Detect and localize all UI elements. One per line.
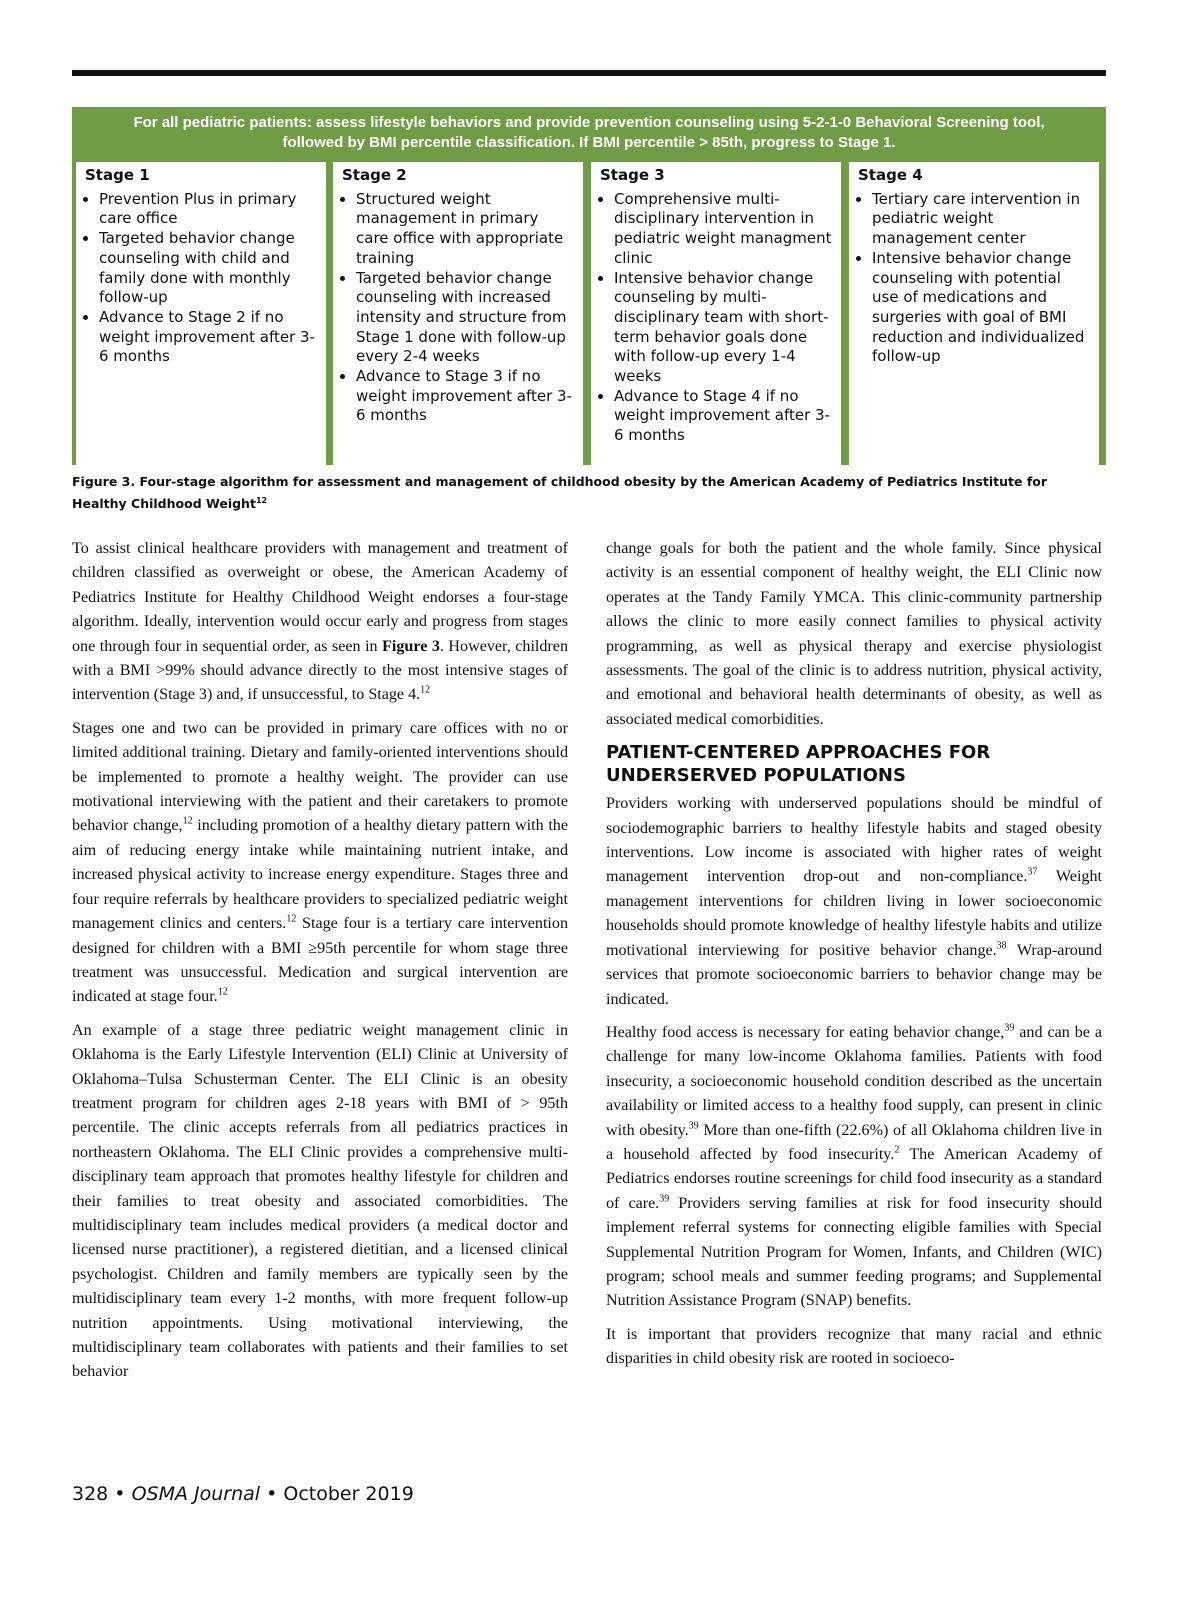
stage-item: • Targeted behavior change counseling with increased intensity and structure from Stage 1 done with follow-up every 2-4 weeks (356, 269, 575, 368)
text-run: and can be a challenge for many low-income Oklahoma families. Patients with food insecurity, a socioeconomic household condition described as the uncertain availability or limited access to a healthy food supply, can present in clinic with obesity. (606, 1023, 1102, 1139)
stage-3-box (591, 162, 841, 488)
paragraph (606, 1021, 1102, 1314)
citation: 12 (286, 913, 297, 925)
caption-text: Figure 3. Four-stage algorithm for assessment and management of childhood obesity by the American Academy of Pediatrics Institute for Healthy Childhood Weight (72, 474, 1048, 512)
stage-1-box (76, 162, 326, 488)
top-rule (72, 70, 1106, 76)
paragraph (72, 537, 568, 708)
paragraph (72, 717, 568, 1010)
page-footer (72, 1483, 414, 1505)
figure-header-line-1: For all pediatric patients: assess lifestyle behaviors and provide prevention counseling using 5-2-1-0 Behavioral Screening tool, (133, 114, 1045, 131)
citation: 39 (659, 1193, 670, 1205)
stage-item: • Advance to Stage 4 if no weight improvement after 3-6 months (614, 387, 833, 446)
text-run: More than one-fifth (22.6%) of all Oklahoma children live in a household affected by food insecurity. (606, 1121, 1102, 1163)
stage-item: • Prevention Plus in primary care office (99, 190, 318, 229)
issue-date: October 2019 (283, 1483, 414, 1505)
figure-header-line-2: followed by BMI percentile classification. If BMI percentile > 85th, progress to Stage 1. (282, 134, 896, 151)
left-column (72, 537, 568, 1394)
footer-separator: • (260, 1483, 284, 1505)
stage-4-box (849, 162, 1099, 488)
text-run: The American Academy of Pediatrics endorses routine screenings for child food insecurity as a standard of care. (606, 1145, 1102, 1212)
paragraph: change goals for both the patient and the whole family. Since physical activity is an essential component of healthy weight, the ELI Clinic now operates at the Tandy Family YMCA. This clinic-community partnership allows the clinic to more easily connect families to physical activity programming, as well as physical therapy and exercise physiologist assessments. The goal of the clinic is to address nutrition, physical activity, and emotional and behavioral health determinants of obesity, as well as associated medical comorbidities. (606, 540, 1102, 728)
text-run: . However, children with a BMI >99% should advance directly to the most intensive stages of intervention (Stage 3) and, if unsuccessful, to Stage 4. (72, 637, 568, 704)
stage-item: • Intensive behavior change counseling with potential use of medications and surgeries with goal of BMI reduction and individualized follow-up (872, 249, 1091, 367)
stage-item: • Advance to Stage 3 if no weight improvement after 3-6 months (356, 367, 575, 426)
section-heading-line-2: UNDERSERVED POPULATIONS (606, 765, 906, 787)
citation: 39 (1004, 1022, 1015, 1034)
caption-reference: 12 (255, 496, 268, 505)
stage-title: Stage 1 (85, 166, 150, 184)
section-heading (606, 741, 1102, 787)
paragraph: It is important that providers recognize that many racial and ethnic disparities in child obesity risk are rooted in socioeco- (606, 1325, 1102, 1368)
citation: 12 (217, 986, 228, 998)
journal-name: OSMA Journal (131, 1483, 261, 1505)
stage-item: • Structured weight management in primary care office with appropriate training (356, 190, 575, 269)
citation: 2 (894, 1144, 900, 1156)
text-run: Healthy food access is necessary for eating behavior change, (606, 1023, 1005, 1041)
section-heading-line-1: PATIENT-CENTERED APPROACHES FOR (606, 742, 991, 764)
text-run: Providers serving families at risk for food insecurity should implement referral systems for connecting eligible families with Special Supplemental Nutrition Program for Women, Infants, and Children (WIC) program; school meals and summer feeding programs; and Supplemental Nutrition Assistance Program (SNAP) benefits. (606, 1194, 1102, 1310)
text-run: Stages one and two can be provided in primary care offices with no or limited additional training. Dietary and family-oriented interventions should be implemented to promote a healthy weight. The provider can use motivational interviewing with the patient and their caretakers to promote behavior change, (72, 719, 568, 835)
stage-item: • Targeted behavior change counseling with child and family done with monthly follow-up (99, 229, 318, 308)
paragraph (606, 792, 1102, 1012)
stage-title: Stage 3 (600, 166, 665, 184)
figure-caption (72, 472, 1102, 513)
text-run: Providers working with underserved populations should be mindful of sociodemographic barriers to healthy lifestyle habits and staged obesity interventions. Low income is associated with higher rates of weight management intervention drop-out and non-compliance. (606, 795, 1102, 886)
text-run: Weight management interventions for children living in lower socioeconomic households should promote knowledge of healthy lifestyle habits and utilize motivational interviewing for positive behavior change. (606, 868, 1102, 959)
citation: 12 (182, 816, 193, 828)
citation: 12 (420, 685, 431, 697)
citation: 39 (688, 1120, 699, 1132)
figure-header (72, 113, 1106, 153)
stage-title: Stage 4 (858, 166, 923, 184)
stage-item: • Advance to Stage 2 if no weight improvement after 3-6 months (99, 308, 318, 367)
text-run: Wrap-around services that promote socioeconomic barriers to behavior change may be indicated. (606, 941, 1102, 1008)
stage-item: • Tertiary care intervention in pediatric weight management center (872, 190, 1091, 249)
citation: 38 (996, 940, 1007, 952)
text-run: To assist clinical healthcare providers with management and treatment of children classified as overweight or obese, the American Academy of Pediatrics Institute for Healthy Childhood Weight endorses a four-stage algorithm. Ideally, intervention would occur early and progress from stages one through four in sequential order, as seen in (72, 540, 568, 655)
text-run: Stage four is a tertiary care intervention designed for children with a BMI ≥95th percentile for whom stage three treatment was unsuccessful. Medication and surgical intervention are indicated at stage four. (72, 915, 568, 1006)
figure-reference: Figure 3 (382, 637, 440, 655)
page-number: 328 (72, 1483, 109, 1505)
right-column (606, 537, 1102, 1381)
paragraph: An example of a stage three pediatric weight management clinic in Oklahoma is the Early Lifestyle Intervention (ELI) Clinic at University of Oklahoma–Tulsa Schusterman Center. The ELI Clinic is an obesity treatment program for children ages 2-18 years with BMI of > 95th percentile. The clinic accepts referrals from all pediatrics practices in northeastern Oklahoma. The ELI Clinic provides a comprehensive multi-disciplinary team approach that promotes healthy lifestyle for children and their families to treat obesity and associated comorbidities. The multidisciplinary team includes medical providers (a medical doctor and licensed nurse practitioner), a registered dietitian, and a licensed clinical psychologist. Children and family members are typically seen by the multidisciplinary team every 1-2 months, with more frequent follow-up nutrition appointments. Using motivational interviewing, the multidisciplinary team collaborates with patients and their families to set behavior (72, 1021, 568, 1381)
text-run: including promotion of a healthy dietary pattern with the aim of reducing energy intake while maintaining nutrient intake, and increased physical activity to increase energy expenditure. Stages three and four require referrals by healthcare providers to specialized pediatric weight management clinics and centers. (72, 817, 568, 933)
stage-2-box (333, 162, 583, 488)
citation: 37 (1027, 867, 1038, 879)
stage-item: • Intensive behavior change counseling by multi-disciplinary team with short-term behavior goals done with follow-up every 1-4 weeks (614, 269, 833, 387)
figure-3-algorithm (72, 107, 1106, 465)
footer-separator: • (108, 1483, 132, 1505)
stage-item: • Comprehensive multi-disciplinary intervention in pediatric weight managment clinic (614, 190, 833, 269)
stage-title: Stage 2 (342, 166, 407, 184)
